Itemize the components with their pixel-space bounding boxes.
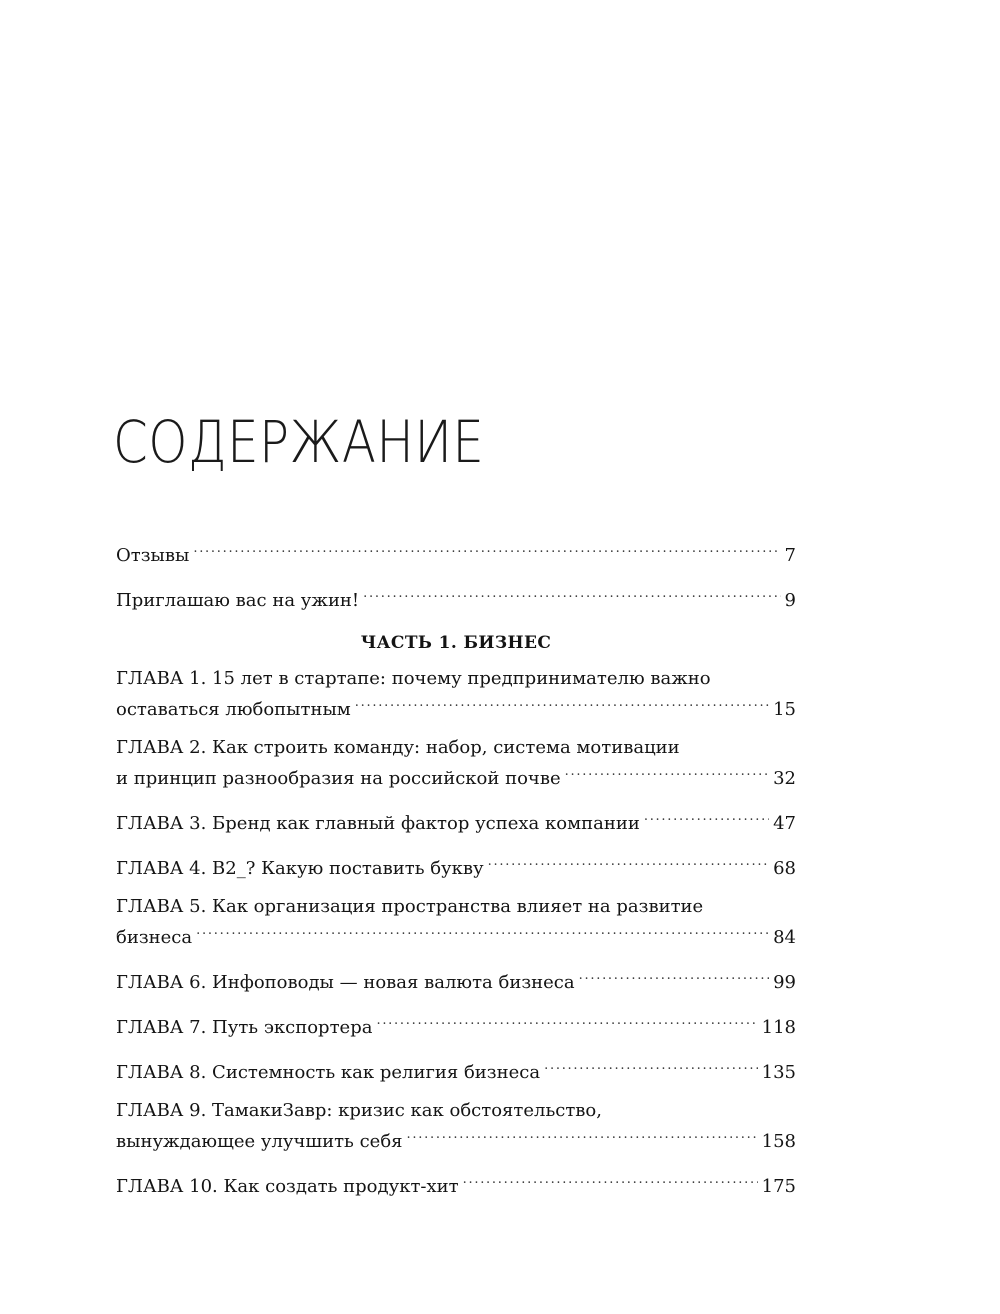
- dot-leader: [644, 805, 769, 829]
- part-title: ЧАСТЬ 1. БИЗНЕС: [360, 633, 552, 653]
- toc-entry-line: [116, 919, 796, 950]
- toc-entry-chapter[interactable]: [116, 1054, 796, 1085]
- toc-entry-line: [116, 1009, 796, 1040]
- toc-entry-line: [116, 1123, 796, 1154]
- page-number: 47: [773, 813, 796, 834]
- dot-leader: [544, 1054, 758, 1078]
- toc-entry-chapter[interactable]: [116, 1168, 796, 1199]
- page-number: 135: [761, 1062, 796, 1083]
- toc-entry-line: [116, 805, 796, 836]
- toc-entry-title-line: ГЛАВА 2. Как строить команду: набор, система мотивации: [116, 737, 680, 758]
- dot-leader: [488, 850, 769, 874]
- dot-leader: [196, 919, 769, 943]
- page-number: 7: [784, 545, 796, 566]
- page-number: 15: [773, 699, 796, 720]
- toc-entry-title: ГЛАВА 6. Инфоповоды — новая валюта бизнеса: [116, 972, 575, 993]
- toc-entry-chapter[interactable]: [116, 850, 796, 881]
- toc-entry-title: Отзывы: [116, 545, 190, 566]
- toc-entry-chapter[interactable]: [116, 805, 796, 836]
- toc-entry-line: [116, 691, 796, 722]
- toc-entry-chapter[interactable]: [116, 1099, 796, 1154]
- chapter-entries: [116, 667, 796, 1199]
- toc-entry-title: ГЛАВА 8. Системность как религия бизнеса: [116, 1062, 541, 1083]
- toc-entry-chapter[interactable]: [116, 1009, 796, 1040]
- toc-entry-title: вынуждающее улучшить себя: [116, 1131, 403, 1152]
- toc-entry-title: оставаться любопытным: [116, 699, 351, 720]
- page-number: 84: [773, 927, 796, 948]
- toc-entry-title: и принцип разнообразия на российской почве: [116, 768, 561, 789]
- toc-entry-line: [116, 1168, 796, 1199]
- table-of-contents: [116, 537, 796, 1213]
- dot-leader: [407, 1123, 758, 1147]
- toc-entry-title-line: ГЛАВА 1. 15 лет в стартапе: почему предпринимателю важно: [116, 668, 711, 689]
- page-number: 99: [773, 972, 796, 993]
- toc-entry-title: бизнеса: [116, 927, 193, 948]
- dot-leader: [565, 760, 769, 784]
- dot-leader: [355, 691, 769, 715]
- toc-entry-title: ГЛАВА 4. B2_? Какую поставить букву: [116, 858, 484, 879]
- page-number: 118: [761, 1017, 796, 1038]
- page-number: 9: [784, 590, 796, 611]
- toc-entry-line: [116, 964, 796, 995]
- toc-entry-line: [116, 582, 796, 613]
- toc-entry[interactable]: [116, 582, 796, 613]
- toc-entry-line: [116, 850, 796, 881]
- page-title: СОДЕРЖАНИЕ: [113, 408, 485, 476]
- toc-entry-line: [116, 1054, 796, 1085]
- dot-leader: [579, 964, 769, 988]
- dot-leader: [463, 1168, 758, 1192]
- toc-entry-title-line: ГЛАВА 9. ТамакиЗавр: кризис как обстоятельство,: [116, 1100, 602, 1121]
- toc-entry-title: ГЛАВА 10. Как создать продукт-хит: [116, 1176, 459, 1197]
- toc-entry-chapter[interactable]: [116, 667, 796, 722]
- toc-entry-chapter[interactable]: [116, 736, 796, 791]
- toc-entry-title: ГЛАВА 3. Бренд как главный фактор успеха компании: [116, 813, 640, 834]
- toc-entry-title-line: ГЛАВА 5. Как организация пространства влияет на развитие: [116, 896, 704, 917]
- toc-entry-chapter[interactable]: [116, 895, 796, 950]
- page-number: 158: [761, 1131, 796, 1152]
- toc-entry-title: ГЛАВА 7. Путь экспортера: [116, 1017, 373, 1038]
- intro-entries: [116, 537, 796, 613]
- page-number: 175: [761, 1176, 796, 1197]
- toc-entry-line: [116, 537, 796, 568]
- toc-entry-title: Приглашаю вас на ужин!: [116, 590, 360, 611]
- toc-entry-chapter[interactable]: [116, 964, 796, 995]
- toc-entry[interactable]: [116, 537, 796, 568]
- dot-leader: [376, 1009, 757, 1033]
- dot-leader: [193, 537, 780, 561]
- dot-leader: [363, 582, 780, 606]
- toc-entry-line: [116, 760, 796, 791]
- page-number: 32: [773, 768, 796, 789]
- page-number: 68: [773, 858, 796, 879]
